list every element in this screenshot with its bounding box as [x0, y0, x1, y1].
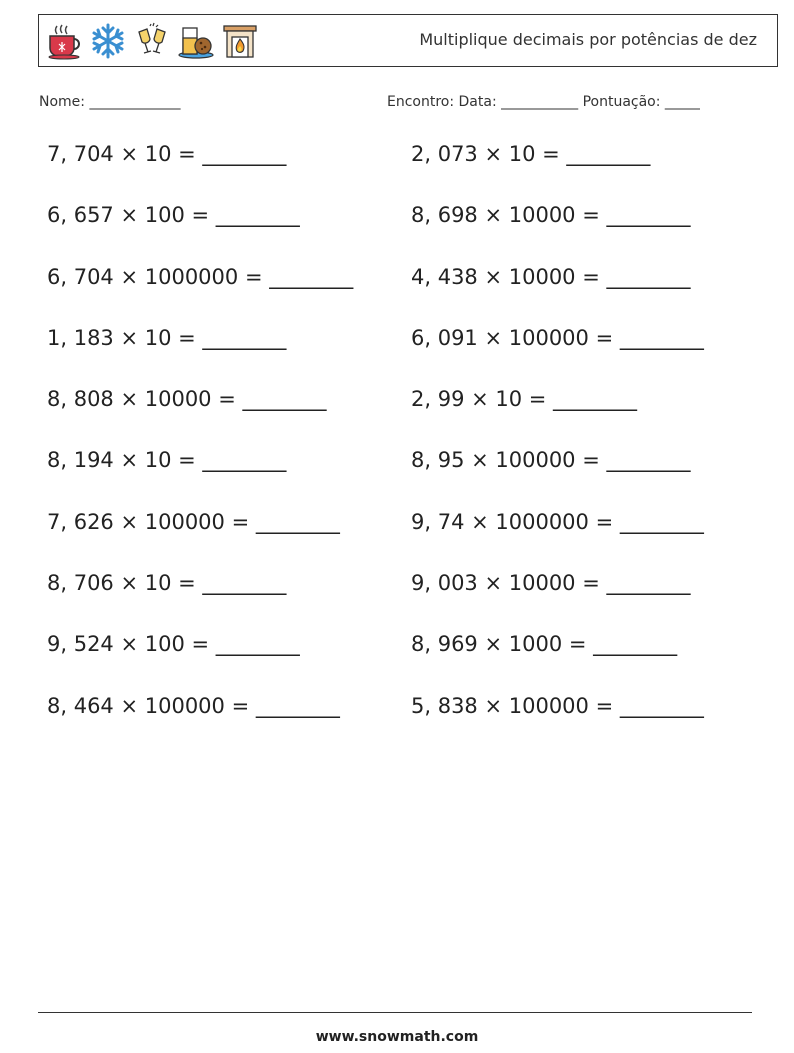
problem-item: 6, 657 × 100 = ________ — [47, 203, 300, 228]
problem-item: 9, 524 × 100 = ________ — [47, 632, 300, 657]
problem-item: 9, 74 × 1000000 = ________ — [411, 509, 704, 534]
problem-item: 4, 438 × 10000 = ________ — [411, 264, 691, 289]
snowflake-icon — [89, 22, 127, 60]
problem-row — [47, 694, 767, 755]
footer-divider — [38, 1012, 752, 1013]
problem-row — [47, 326, 767, 387]
problem-row — [47, 510, 767, 571]
problem-item: 7, 626 × 100000 = ________ — [47, 509, 340, 534]
champagne-glasses-icon — [133, 22, 171, 60]
problem-item: 7, 704 × 10 = ________ — [47, 142, 287, 166]
problem-item: 8, 464 × 100000 = ________ — [47, 693, 340, 718]
header-icons — [45, 22, 259, 60]
problem-item: 8, 194 × 10 = ________ — [47, 448, 287, 473]
problem-item: 8, 808 × 10000 = ________ — [47, 387, 327, 412]
problem-item: 8, 969 × 1000 = ________ — [411, 632, 678, 657]
milk-and-cookie-icon — [177, 22, 215, 60]
date-score-label: Encontro: Data: ___________ Pontuação: _____ — [387, 94, 700, 110]
problem-item: 9, 003 × 10000 = ________ — [411, 571, 691, 596]
hot-drink-icon — [45, 22, 83, 60]
problem-row — [47, 571, 767, 632]
problem-item: 1, 183 × 10 = ________ — [47, 325, 287, 350]
worksheet-title: Multiplique decimais por potências de dez — [419, 30, 757, 49]
worksheet-header — [38, 14, 778, 67]
problem-row — [47, 203, 767, 264]
problem-row — [47, 387, 767, 448]
problem-item: 8, 706 × 10 = ________ — [47, 571, 287, 596]
problem-item: 8, 95 × 100000 = ________ — [411, 448, 691, 473]
problem-item: 5, 838 × 100000 = ________ — [411, 693, 704, 718]
footer-site: www.snowmath.com — [315, 1029, 479, 1045]
name-field-label: Nome: _____________ — [39, 94, 181, 110]
problem-row — [47, 448, 767, 509]
problem-item: 2, 073 × 10 = ________ — [411, 142, 651, 166]
problem-item: 6, 091 × 100000 = ________ — [411, 325, 704, 350]
problem-item: 8, 698 × 10000 = ________ — [411, 203, 691, 228]
fireplace-icon — [221, 22, 259, 60]
problem-item: 2, 99 × 10 = ________ — [411, 387, 638, 412]
problem-list — [47, 142, 767, 755]
problem-row — [47, 265, 767, 326]
problem-row — [47, 632, 767, 693]
problem-item: 6, 704 × 1000000 = ________ — [47, 264, 354, 289]
problem-row — [47, 142, 767, 203]
